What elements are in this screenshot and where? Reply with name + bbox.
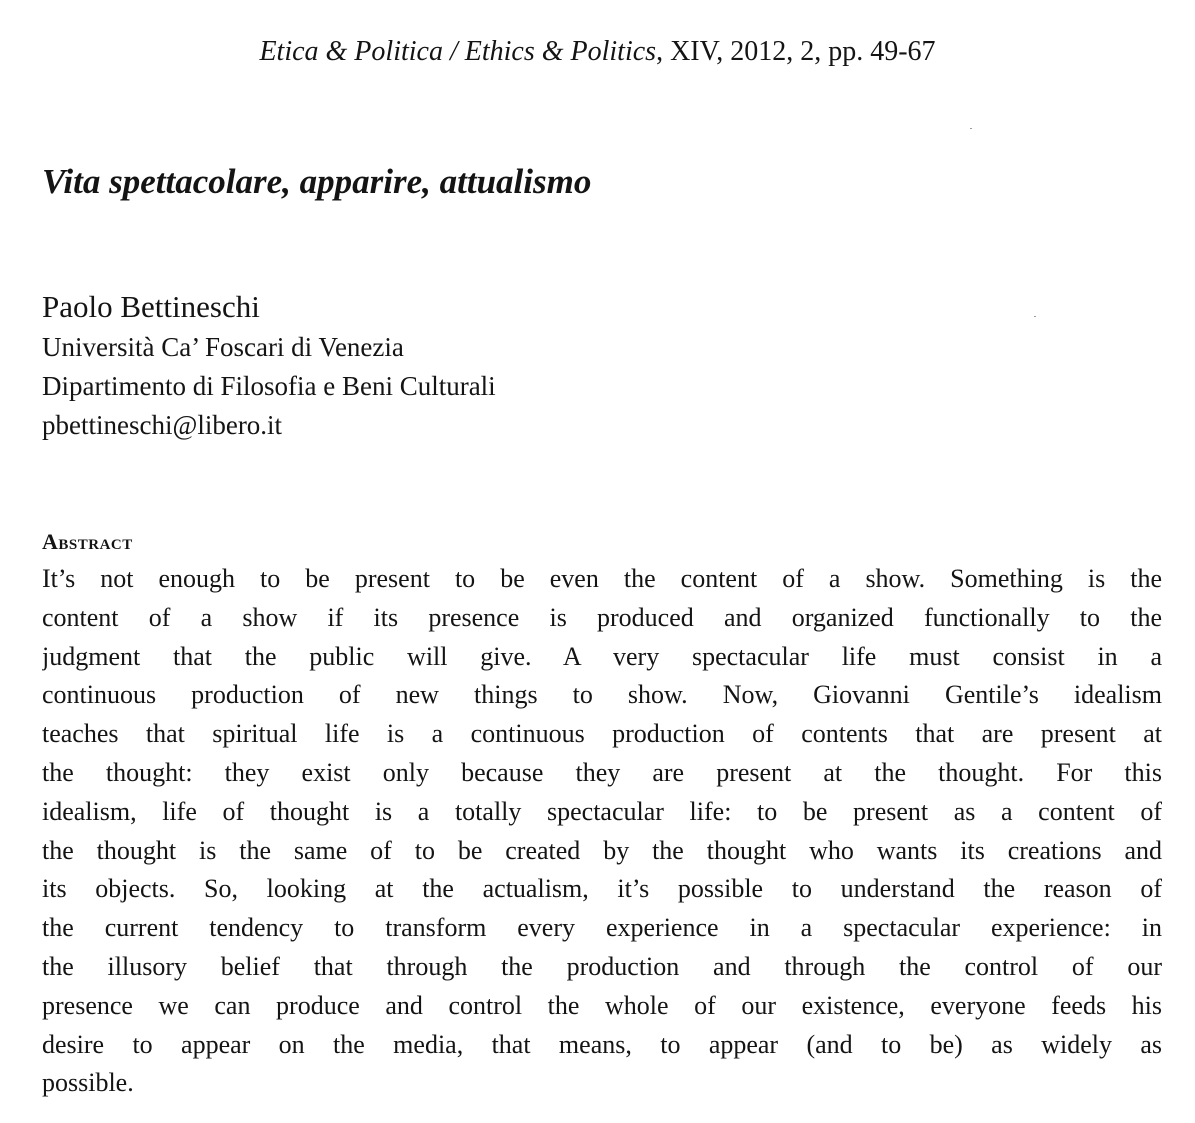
abstract-line: the thought: they exist only because they are present at the thought. For this	[42, 757, 1162, 787]
abstract-line: content of a show if its presence is produced and organized functionally to the	[42, 602, 1162, 632]
abstract-line: judgment that the public will give. A very spectacular life must consist in a	[42, 641, 1162, 671]
journal-title-separator: /	[442, 36, 465, 67]
abstract-line: its objects. So, looking at the actualism, it’s possible to understand the reason of	[42, 874, 1162, 904]
abstract-line: It’s not enough to be present to be even the content of a show. Something is the	[42, 564, 1162, 593]
scan-speck	[970, 128, 972, 129]
author-block	[42, 286, 496, 445]
abstract-heading: Abstract	[42, 529, 133, 554]
journal-volume-pages: , XIV, 2012, 2, pp. 49-67	[656, 36, 936, 67]
author-department: Dipartimento di Filosofia e Beni Culturali	[42, 371, 496, 401]
journal-title-english: Ethics & Politics	[464, 36, 657, 67]
abstract-line: continuous production of new things to show. Now, Giovanni Gentile’s idealism	[42, 680, 1162, 710]
abstract-line: teaches that spiritual life is a continuous production of contents that are present at	[42, 719, 1162, 749]
article-title: Vita spettacolare, apparire, attualismo	[42, 162, 592, 201]
abstract-line: presence we can produce and control the whole of our existence, everyone feeds his	[42, 990, 1162, 1020]
abstract-line: possible.	[42, 1068, 134, 1098]
abstract-line: the thought is the same of to be created by the thought who wants its creations and	[42, 835, 1162, 865]
author-email: pbettineschi@libero.it	[42, 410, 283, 440]
abstract-body	[42, 560, 1162, 1103]
abstract-line: the illusory belief that through the production and through the control of our	[42, 951, 1162, 981]
author-university: Università Ca’ Foscari di Venezia	[42, 332, 404, 362]
abstract-line: idealism, life of thought is a totally spectacular life: to be present as a content of	[42, 796, 1162, 826]
journal-title-italian: Etica & Politica	[259, 36, 443, 67]
author-name: Paolo Bettineschi	[42, 289, 260, 324]
abstract-line: the current tendency to transform every experience in a spectacular experience: in	[42, 913, 1162, 943]
journal-citation-header	[0, 34, 1195, 70]
abstract-line: desire to appear on the media, that means, to appear (and to be) as widely as	[42, 1029, 1162, 1059]
scan-speck	[1034, 316, 1036, 317]
